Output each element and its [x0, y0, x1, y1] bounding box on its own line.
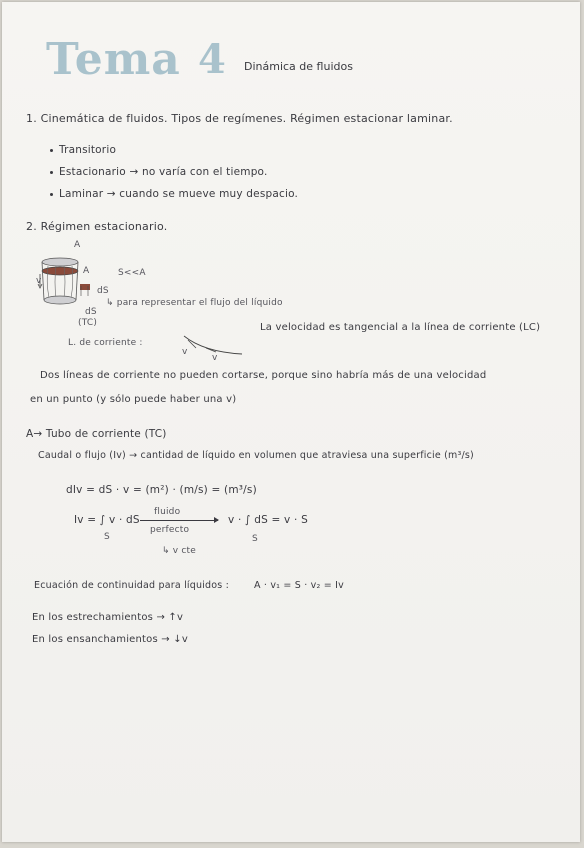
tangent-note: La velocidad es tangencial a la línea de corriente (LC)	[260, 322, 541, 333]
area-label-top: A	[74, 240, 81, 250]
streamline-rule-line2: en un punto (y sólo puede haber una v)	[30, 394, 237, 405]
area-label-mid: A	[83, 266, 90, 276]
iv-integral-s2: S	[252, 534, 258, 544]
ds-label-lower: dS	[85, 307, 97, 317]
section-2-heading: 2. Régimen estacionario.	[26, 220, 168, 233]
page-title: Tema	[46, 34, 181, 85]
iv-integral-left: Iv = ∫ v · dS	[74, 514, 140, 526]
ensanchamientos-note: En los ensanchamientos → ↓v	[32, 634, 188, 645]
perfecto-label: perfecto	[150, 525, 190, 535]
notebook-page	[2, 2, 580, 842]
fluido-label: fluido	[154, 507, 181, 517]
continuidad-equation: A · v₁ = S · v₂ = Iv	[254, 580, 344, 591]
velocity-label: v	[36, 276, 42, 286]
topic-number: 4	[198, 36, 226, 83]
velocity-vector-label: v	[212, 353, 218, 363]
bullet-item: Transitorio	[50, 144, 116, 156]
streamline-rule-line1: Dos líneas de corriente no pueden cortarse, porque sino habría más de una velocidad	[40, 370, 487, 381]
tubo-corriente-heading: A→ Tubo de corriente (TC)	[26, 428, 167, 440]
estrechamientos-note: En los estrechamientos → ↑v	[32, 612, 184, 623]
page-subtitle: Dinámica de fluidos	[244, 60, 353, 73]
vcte-label: ↳ v cte	[162, 546, 197, 556]
bullet-item: Laminar → cuando se mueve muy despacio.	[50, 188, 298, 200]
lc-label: L. de corriente :	[68, 338, 143, 348]
iv-integral-s: S	[104, 532, 110, 542]
arrow-line	[140, 520, 218, 521]
ds-label: dS	[97, 286, 109, 296]
section-1-heading: 1. Cinemática de fluidos. Tipos de regímenes. Régimen estacionar laminar.	[26, 112, 453, 125]
bullet-dot-icon	[50, 193, 53, 196]
tc-label: (TC)	[78, 318, 98, 328]
iv-integral-right: v · ∫ dS = v · S	[228, 514, 308, 526]
bullet-item: Estacionario → no varía con el tiempo.	[50, 166, 268, 178]
bullet-dot-icon	[50, 171, 53, 174]
div-equation: dIv = dS · v = (m²) · (m/s) = (m³/s)	[66, 484, 257, 496]
bullet-dot-icon	[50, 149, 53, 152]
s-less-a-label: S<<A	[118, 268, 146, 278]
velocity-vector-label: v	[182, 347, 188, 357]
continuidad-label: Ecuación de continuidad para líquidos :	[34, 580, 230, 591]
caudal-definition: Caudal o flujo (Iv) → cantidad de líquido en volumen que atraviesa una superficie (m³/s)	[38, 450, 474, 461]
arrow-head-icon	[214, 517, 219, 523]
lc-note: ↳ para representar el flujo del líquido	[106, 298, 283, 308]
